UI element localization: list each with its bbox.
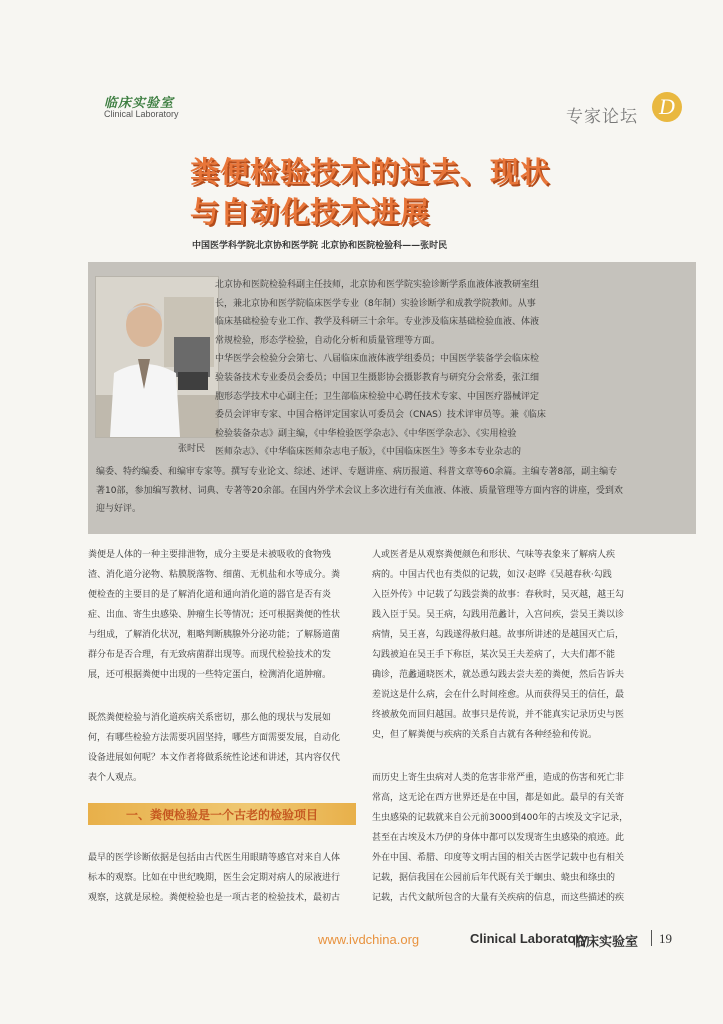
text-line: 与组成，了解消化状况，粗略判断胰腺外分泌功能；了解肠道菌 [88, 630, 341, 640]
text-line: 症、出血、寄生虫感染、肿瘤生长等情况；还可根据粪便的性状 [88, 610, 341, 620]
body-left-para1 [88, 545, 366, 685]
text-line: 渣、消化道分泌物、粘膜脱落物、细菌、无机盐和水等成分。粪 [88, 570, 341, 580]
body-right-para2 [372, 768, 680, 908]
text-line: 病的。中国古代也有类似的记载，如汉·赵晔《吴越春秋·勾践 [372, 570, 612, 580]
section-heading: 一、粪便检验是一个古老的检验项目 [125, 808, 318, 822]
text-line: 设备进展如何呢？本文作者将做系统性论述和讲述，其内容仅代 [88, 753, 341, 763]
text-line: 最早的医学诊断依据是包括由古代医生用眼睛等感官对来自人体 [88, 853, 341, 863]
text-line: 外在中国、希腊、印度等文明古国的相关古医学记载中也有相关 [372, 853, 625, 863]
journal-logo-cn: 临床实验室 [104, 96, 175, 111]
body-left-para2 [88, 708, 366, 788]
text-line: 生虫感染的记载就来自公元前3000到400年的古埃及文字记录， [372, 813, 629, 823]
bio-line: 委员会评审专家、中国合格评定国家认可委员会（CNAS）技术评审员等。兼《临床 [215, 410, 546, 421]
text-line: 便检查的主要目的是了解消化道和通向消化道的器官是否有炎 [88, 590, 332, 600]
text-line: 而历史上寄生虫病对人类的危害非常严重，造成的伤害和死亡非 [372, 773, 625, 783]
footer-journal-en: Clinical Laboratory [470, 931, 588, 946]
photo-caption: 张时民 [178, 444, 206, 454]
text-line: 记载，古代文献所包含的大量有关疾病的信息，而这些描述的疾 [372, 893, 625, 903]
text-line: 记载，据信我国在公园前后年代既有关于蛔虫、蛲虫和绦虫的 [372, 873, 616, 883]
journal-logo-en: Clinical Laboratory [104, 109, 179, 119]
bio-line: 胞形态学技术中心副主任；卫生部临床检验中心聘任技术专家、中国医疗器械评定 [215, 391, 540, 402]
text-line: 观察，这就是尿检。粪便检验也是一项古老的检验技术，最初古 [88, 893, 341, 903]
text-line: 群分布是否合理，有无致病菌群出现等。而现代检验技术的发 [88, 650, 332, 660]
article-title-line1: 粪便检验技术的过去、现状 [190, 155, 551, 189]
bio-line: 长，兼北京协和医学院临床医学专业（8年制）实验诊断学和成教学院教师。从事 [215, 298, 536, 309]
body-left-para3 [88, 848, 366, 908]
body-right-para1 [372, 545, 680, 745]
text-line: 表个人观点。 [88, 773, 143, 783]
bio-line: 北京协和医院检验科副主任技师，北京协和医学院实验诊断学系血液体液教研室组 [215, 280, 540, 290]
article-title-line2: 与自动化技术进展 [190, 195, 431, 229]
text-line: 史，但了解粪便与疾病的关系自古就有各种经验和传说。 [372, 730, 598, 740]
author-photo [95, 276, 219, 438]
footer-divider [651, 930, 652, 946]
bio-line: 检验装备杂志》副主编，《中华检验医学杂志》、《中华医学杂志》、《实用检验 [215, 428, 517, 439]
text-line: 粪便是人体的一种主要排泄物，成分主要是未被吸收的食物残 [88, 550, 332, 560]
bio-line: 编委、特约编委、和编审专家等。撰写专业论文、综述、述评、专题讲座、病历报道、科普文章等60余篇。主编专著8部，副主编专 [96, 467, 618, 477]
bio-line: 验装备技术专业委员会委员；中国卫生摄影协会摄影教育与研究分会常委，张江细 [215, 372, 540, 383]
author-portrait-icon [96, 277, 218, 437]
text-line: 何，有哪些检验方法需要巩固坚持，哪些方面需要发展，自动化 [88, 733, 341, 743]
bio-line: 常规检验，形态学检验，自动化分析和质量管理等方面。 [215, 335, 441, 346]
page-number: 19 [659, 931, 672, 946]
text-line: 勾践被迫在吴王手下称臣，某次吴王夫差病了，大夫们都不能 [372, 650, 616, 660]
bio-line: 迎与好评。 [96, 504, 142, 515]
text-line: 差说这是什么病，会在什么时间痊愈。从而获得吴王的信任，最 [372, 690, 625, 700]
text-line: 人或医者是从观察粪便颜色和形状、气味等表象来了解病人疾 [372, 550, 616, 560]
footer-website-link[interactable]: www.ivdchina.org [318, 932, 420, 947]
section-label: 专家论坛 [566, 107, 638, 127]
text-line: 甚至在古埃及木乃伊的身体中都可以发现寄生虫感染的痕迹。此 [372, 833, 625, 843]
text-line: 入臣外传》中记载了勾践尝粪的故事：春秋时，吴灭越，越王勾 [372, 590, 625, 600]
author-affiliation: 中国医学科学院北京协和医学院 北京协和医院检验科——张时民 [192, 241, 448, 251]
text-line: 践入臣于吴。吴王病，勾践用范蠡计，入宫问疾，尝吴王粪以诊 [372, 610, 625, 620]
text-line: 确诊，范蠡通晓医术，就怂恿勾践去尝夫差的粪便，然后告诉夫 [372, 670, 625, 680]
author-bio-text-full [96, 463, 688, 519]
text-line: 标本的观察。比如在中世纪晚期，医生会定期对病人的尿液进行 [88, 873, 341, 883]
footer-journal-cn: 临床实验室 [573, 935, 639, 950]
bio-line: 医师杂志》、《中华临床医师杂志电子版》，《中国临床医生》等多本专业杂志的 [215, 447, 522, 458]
text-line: 病情，吴王喜，勾践遂得赦归越。故事所讲述的是越国灭亡后， [372, 630, 625, 640]
bio-line: 临床基础检验专业工作、教学及科研三十余年。专业涉及临床基础检验血液、体液 [215, 317, 540, 328]
text-line: 展，还可根据粪便中出现的一些特定蛋白，检测消化道肿瘤。 [88, 670, 332, 680]
text-line: 既然粪便检验与消化道疾病关系密切，那么他的现状与发展如 [88, 713, 332, 723]
bio-line: 著10部，参加编写教材、词典、专著等20余部。在国内外学术会议上多次进行有关血液、体液、质量管理等方面内容的讲座，受到欢 [96, 485, 623, 496]
section-badge-icon: D [652, 92, 682, 122]
author-bio-text [215, 276, 687, 462]
text-line: 常高，这无论在西方世界还是在中国，都是如此。最早的有关寄 [372, 793, 625, 803]
bio-line: 中华医学会检验分会第七、八届临床血液体液学组委员；中国医学装备学会临床检 [215, 354, 540, 365]
text-line: 终被赦免而回归越国。故事只是传说，并不能真实记录历史与医 [372, 710, 625, 720]
